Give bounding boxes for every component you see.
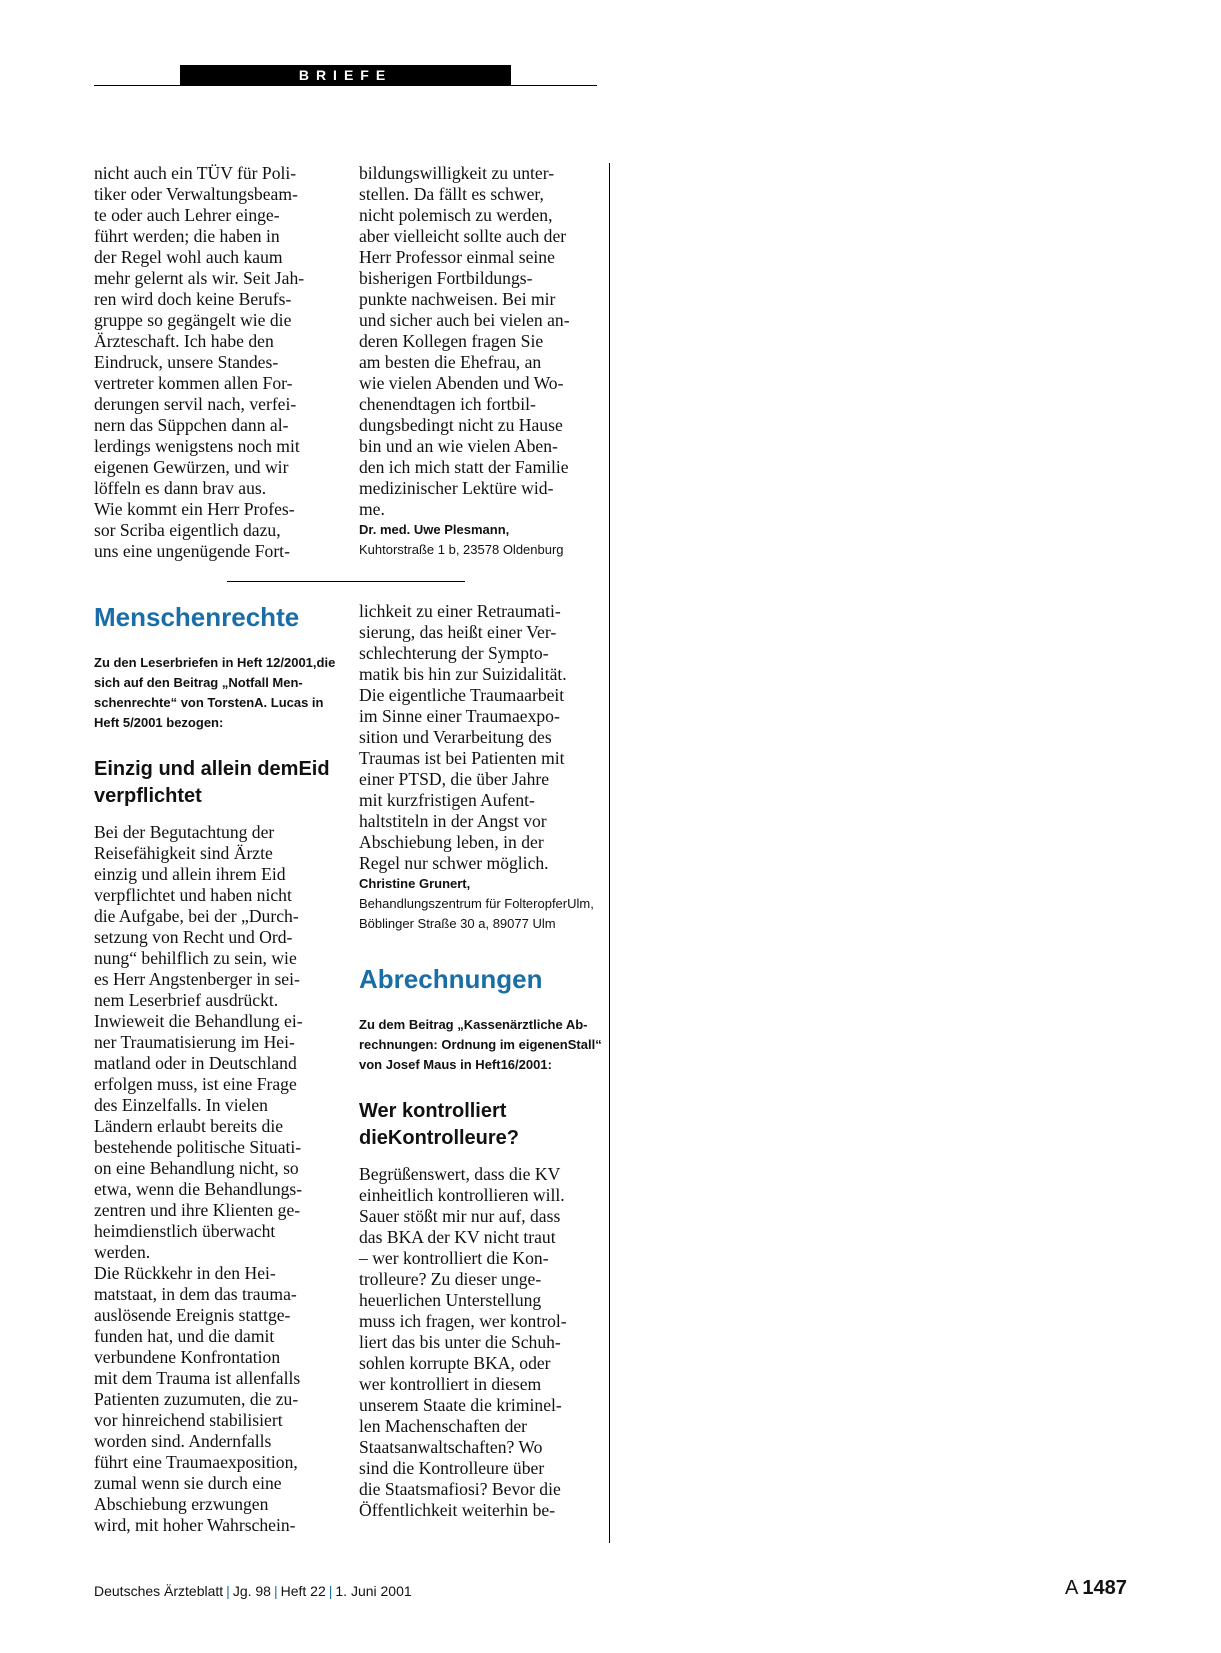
footer-separator: |	[273, 1583, 278, 1599]
text-line: A. Lucas in Heft 5/2001 bezogen:	[94, 695, 324, 730]
text-line: verbundene Konfrontation	[94, 1347, 281, 1367]
text-line: des Einzelfalls. In vielen	[94, 1095, 268, 1115]
text-line: die Staatsmafiosi? Bevor die	[359, 1479, 561, 1499]
text-line: lerdings wenigstens noch mit	[94, 436, 300, 456]
text-line: Traumas ist bei Patienten mit	[359, 748, 565, 768]
text-line: nung“ behilflich zu sein, wie	[94, 948, 297, 968]
text-line: löffeln es dann brav aus.	[94, 478, 267, 498]
text-line: punkte nachweisen. Bei mir	[359, 289, 556, 309]
section2-body	[359, 1164, 604, 1521]
text-line: einzig und allein ihrem Eid	[94, 864, 286, 884]
text-line: Stall“ von Josef Maus in Heft	[359, 1037, 602, 1072]
text-line: und sicher auch bei vielen an-	[359, 310, 570, 330]
text-line: Patienten zuzumuten, die zu-	[94, 1389, 299, 1409]
text-line: Eindruck, unsere Standes-	[94, 352, 279, 372]
text-line: me.	[359, 499, 385, 519]
text-line: matland oder in Deutschland	[94, 1053, 297, 1073]
letter1-col2-wrap	[359, 163, 570, 560]
text-line: trolleure? Zu dieser unge-	[359, 1269, 542, 1289]
text-line: haltstiteln in der Angst vor	[359, 811, 547, 831]
text-line: te oder auch Lehrer einge-	[94, 205, 280, 225]
section-label: BRIEFE	[180, 65, 511, 85]
text-line: Sauer stößt mir nur auf, dass	[359, 1206, 561, 1226]
text-line: nern das Süppchen dann al-	[94, 415, 289, 435]
text-line: am besten die Ehefrau, an	[359, 352, 542, 372]
text-line: Zu den Leserbriefen in Heft 12/2001,	[94, 655, 317, 670]
text-line: etwa, wenn die Behandlungs-	[94, 1179, 303, 1199]
text-line: Behandlungszentrum für Folteropfer	[359, 896, 568, 911]
text-line: den ich mich statt der Familie	[359, 457, 569, 477]
page-number-value: 1487	[1082, 1577, 1127, 1599]
text-line: Wie kommt ein Herr Profes-	[94, 499, 295, 519]
text-line: die Aufgabe, bei der „Durch-	[94, 906, 299, 926]
footer-separator: |	[328, 1583, 333, 1599]
text-line: Bei der Begutachtung der	[94, 822, 275, 842]
text-line: deren Kollegen fragen Sie	[359, 331, 544, 351]
section1-title: Menschenrechte	[94, 602, 300, 632]
text-line: matik bis hin zur Suizidalität.	[359, 664, 567, 684]
text-line: rechnungen: Ordnung im eigenen	[359, 1037, 568, 1052]
text-line: wird, mit hoher Wahrschein-	[94, 1515, 296, 1535]
text-line: Reisefähigkeit sind Ärzte	[94, 843, 273, 863]
text-line: sor Scriba eigentlich dazu,	[94, 520, 281, 540]
text-line: derungen servil nach, verfei-	[94, 394, 297, 414]
header-rule	[94, 85, 597, 86]
text-line: verpflichtet und haben nicht	[94, 885, 292, 905]
text-line: muss ich fragen, wer kontrol-	[359, 1311, 567, 1331]
text-line: vor hinreichend stabilisiert	[94, 1410, 283, 1430]
text-line: stellen. Da fällt es schwer,	[359, 184, 544, 204]
text-line: wie vielen Abenden und Wo-	[359, 373, 564, 393]
section1-body-col2	[359, 601, 604, 874]
text-line: Ulm, Böblinger Straße 30 a, 89077 Ulm	[359, 896, 594, 931]
text-line: Begrüßenswert, dass die KV	[359, 1164, 561, 1184]
text-line: Abschiebung leben, in der	[359, 832, 544, 852]
column-rule	[609, 163, 610, 1543]
text-line: schenrechte“ von Torsten	[94, 695, 255, 710]
section1-heading	[94, 756, 344, 810]
text-line: uns eine ungenügende Fort-	[94, 541, 290, 561]
footer-journal: Deutsches Ärzteblatt	[94, 1583, 224, 1599]
text-line: Regel nur schwer möglich.	[359, 853, 549, 873]
section1-body-col1	[94, 822, 344, 1536]
text-line: zumal wenn sie durch eine	[94, 1473, 282, 1493]
text-line: vertreter kommen allen For-	[94, 373, 293, 393]
section1-col1	[94, 600, 344, 1536]
text-line: Staatsanwaltschaften? Wo	[359, 1437, 543, 1457]
text-line: das BKA der KV nicht traut	[359, 1227, 556, 1247]
text-line: funden hat, und die damit	[94, 1326, 275, 1346]
text-line: sition und Verarbeitung des	[359, 727, 552, 747]
text-line: liert das bis unter die Schuh-	[359, 1332, 561, 1352]
text-line: zentren und ihre Klienten ge-	[94, 1200, 301, 1220]
text-line: im Sinne einer Traumaexpo-	[359, 706, 560, 726]
text-line: unserem Staate die kriminel-	[359, 1395, 562, 1415]
letter1-col1	[94, 163, 304, 562]
text-line: Inwieweit die Behandlung ei-	[94, 1011, 303, 1031]
text-line: einheitlich kontrollieren will.	[359, 1185, 565, 1205]
text-line: die sich auf den Beitrag „Notfall Men-	[94, 655, 336, 690]
text-line: der Regel wohl auch kaum	[94, 247, 283, 267]
text-line: worden sind. Andernfalls	[94, 1431, 272, 1451]
text-line: len Machenschaften der	[359, 1416, 528, 1436]
section2-title: Abrechnungen	[359, 964, 543, 994]
text-line: Ärzteschaft. Ich habe den	[94, 331, 274, 351]
text-line: sohlen korrupte BKA, oder	[359, 1353, 551, 1373]
text-line: aber vielleicht sollte auch der	[359, 226, 567, 246]
section1-signature-name: Christine Grunert,	[359, 876, 471, 891]
page-number	[1065, 1575, 1127, 1601]
text-line: nicht polemisch zu werden,	[359, 205, 553, 225]
text-line: bisherigen Fortbildungs-	[359, 268, 533, 288]
text-line: chenendtagen ich fortbil-	[359, 394, 536, 414]
text-line: führt eine Traumaexposition,	[94, 1452, 298, 1472]
section1-col2-wrap	[359, 601, 604, 1521]
text-line: bildungswilligkeit zu unter-	[359, 163, 555, 183]
footer-citation	[94, 1581, 412, 1601]
text-line: medizinischer Lektüre wid-	[359, 478, 554, 498]
text-line: erfolgen muss, ist eine Frage	[94, 1074, 297, 1094]
text-line: Eid verpflichtet	[94, 758, 330, 807]
text-line: Ländern erlaubt bereits die	[94, 1116, 284, 1136]
letter1-signature-address: Kuhtorstraße 1 b, 23578 Oldenburg	[359, 542, 564, 557]
footer-date: 1. Juni 2001	[335, 1583, 412, 1599]
text-line: es Herr Angstenberger in sei-	[94, 969, 300, 989]
text-line: tiker oder Verwaltungsbeam-	[94, 184, 298, 204]
text-line: sind die Kontrolleure über	[359, 1458, 545, 1478]
text-line: führt werden; die haben in	[94, 226, 280, 246]
text-line: wer kontrolliert in diesem	[359, 1374, 542, 1394]
letter1-col2	[359, 163, 570, 520]
text-line: lichkeit zu einer Retraumati-	[359, 601, 561, 621]
text-line: Herr Professor einmal seine	[359, 247, 555, 267]
text-line: gruppe so gegängelt wie die	[94, 310, 292, 330]
section1-reference	[94, 653, 344, 733]
text-line: sierung, das heißt einer Ver-	[359, 622, 557, 642]
section2-heading	[359, 1098, 604, 1152]
text-line: Öffentlichkeit weiterhin be-	[359, 1500, 556, 1520]
text-line: nicht auch ein TÜV für Poli-	[94, 163, 297, 183]
text-line: ren wird doch keine Berufs-	[94, 289, 292, 309]
letter1-signature-name: Dr. med. Uwe Plesmann,	[359, 522, 510, 537]
section-separator	[227, 581, 465, 582]
text-line: Die eigentliche Traumaarbeit	[359, 685, 565, 705]
text-line: mit kurzfristigen Aufent-	[359, 790, 535, 810]
text-line: bestehende politische Situati-	[94, 1137, 302, 1157]
text-line: nem Leserbrief ausdrückt.	[94, 990, 279, 1010]
page-prefix: A	[1065, 1577, 1079, 1599]
text-line: eigenen Gewürzen, und wir	[94, 457, 289, 477]
footer-issue: Heft 22	[280, 1583, 326, 1599]
text-line: heuerlichen Unterstellung	[359, 1290, 542, 1310]
text-line: auslösende Ereignis stattge-	[94, 1305, 291, 1325]
section1-signature-address	[359, 894, 604, 934]
text-line: ner Traumatisierung im Hei-	[94, 1032, 295, 1052]
text-line: schlechterung der Sympto-	[359, 643, 549, 663]
text-line: mehr gelernt als wir. Seit Jah-	[94, 268, 305, 288]
text-line: Die Rückkehr in den Hei-	[94, 1263, 276, 1283]
text-line: mit dem Trauma ist allenfalls	[94, 1368, 301, 1388]
text-line: setzung von Recht und Ord-	[94, 927, 293, 947]
text-line: Zu dem Beitrag „Kassenärztliche Ab-	[359, 1017, 588, 1032]
text-line: Kontrolleure?	[387, 1127, 520, 1149]
text-line: 16/2001:	[500, 1057, 552, 1072]
footer-volume: Jg. 98	[232, 1583, 271, 1599]
text-line: Abschiebung erzwungen	[94, 1494, 269, 1514]
text-line: werden.	[94, 1242, 151, 1262]
text-line: matstaat, in dem das trauma-	[94, 1284, 297, 1304]
text-line: bin und an wie vielen Aben-	[359, 436, 558, 456]
text-line: Einzig und allein dem	[94, 758, 299, 780]
text-line: heimdienstlich überwacht	[94, 1221, 276, 1241]
section2-reference	[359, 1015, 604, 1075]
text-line: einer PTSD, die über Jahre	[359, 769, 550, 789]
text-line: on eine Behandlung nicht, so	[94, 1158, 299, 1178]
footer-separator: |	[226, 1583, 230, 1599]
text-line: dungsbedingt nicht zu Hause	[359, 415, 563, 435]
text-line: – wer kontrolliert die Kon-	[359, 1248, 549, 1268]
text-line: Wer kontrolliert die	[359, 1100, 507, 1149]
